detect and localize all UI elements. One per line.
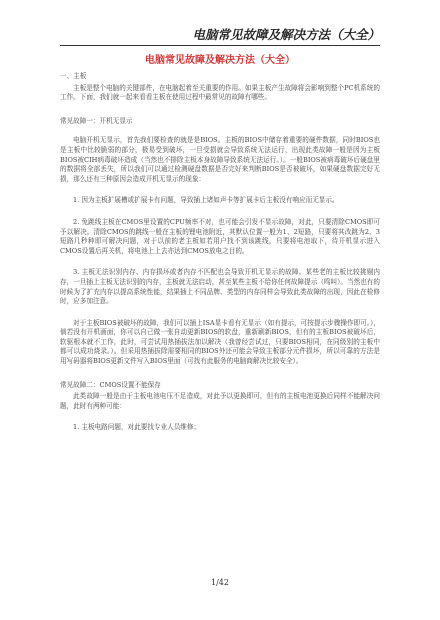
spacer: [60, 210, 380, 218]
bios-repair-paragraph: 对于主板BIOS被破坏的故障，我们可以插上ISA显卡看有无显示（如有提示，可按提示步骤操作即可。），倘若没有开机画面，你可以自己做一张自动更新BIOS的软盘，重新刷新BIOS，但有的主板BIOS被破坏后，软驱根本就不工作，此时，可尝试用热插拔法加以解决（我曾经尝试过，只要BIOS相同，在同级别的主板中都可以成功烧录。）。但采用热插拔除需要相同的BIOS外还可能会导致主板部分元件损坏，所以可靠的方法是用写码器将BIOS更新文件写入BIOS里面（可找有此服务的电脑商解决比较安全）。: [60, 318, 380, 366]
watermark-mark: [118, 524, 148, 549]
fault2-paragraph: 此类故障一般是由于主板电池电压不足造成，对此予以更换即可，但有的主板电池更换后同样不能解决问题，此时有两种可能：: [60, 392, 380, 410]
watermark-mark: [258, 524, 288, 549]
spacer: [60, 371, 380, 379]
spacer: [60, 311, 380, 319]
spacer: [60, 107, 380, 115]
document-title: 电脑常见故障及解决方法（大全）: [145, 55, 295, 66]
fault2-item-1: 1. 主板电路问题，对此要找专业人员维修；: [73, 423, 201, 432]
fault1-item-1: 1. 因为主板扩展槽或扩展卡有问题，导致插上诸如声卡等扩展卡后主板没有响应而无显示。: [73, 196, 339, 205]
intro-paragraph: 主板是整个电脑的关键部件，在电脑起着至关重要的作用。如果主板产生故障将会影响到整个PC机系统的工作。下面，我们就一起来看看主板在使用过程中最常见的故障有哪些。: [60, 83, 380, 102]
fault1-heading: 常见故障一：开机无显示: [60, 116, 133, 125]
document-body: [60, 54, 380, 437]
fault1-item-2: 2. 免跳线主板在CMOS里设置的CPU频率不对，也可能会引发不显示故障，对此，只要清除CMOS即可予以解决。清除CMOS的跳线一般在主板的锂电池附近，其默认位置一般为1、2短路，只要将其改跳为2、3短路几秒种即可解决问题，对于以前的老主板如若用户找不到该跳线，只要将电池取下，待开机显示进入CMOS设置后再关机，将电池上上去亦达到CMOS放电之目的。: [60, 217, 380, 255]
page-number: 1/42: [211, 578, 229, 587]
section-heading-mainboard: 一、主板: [60, 72, 87, 80]
header-divider: [60, 45, 380, 46]
fault2-heading: 常见故障二：CMOS设置不能保存: [60, 380, 161, 389]
fault1-item-3: 3. 主板无法识别内存、内存损坏或者内存不匹配也会导致开机无显示的故障。某些老的主板比较挑剔内存，一旦插上主板无法识别的内存，主板就无法启动，甚至某些主板不给你任何故障提示（鸣叫）。当然也有的时候为了扩充内存以提高系统性能，结果插上不同品牌、类型的内存同样会导致此类故障的出现，因此在检修时，应多加注意。: [60, 268, 380, 306]
page-header-title: 电脑常见故障及解决方法（大全）: [192, 27, 380, 42]
fault1-paragraph: 电脑开机无显示，首先我们要检查的就是是BIOS。主板的BIOS中储存着重要的硬件数据，同时BIOS也是主板中比较脆弱的部分，极易受到破坏，一旦受损就会导致系统无法运行，出现此类故障一般是因为主板BIOS被CIH病毒破坏造成（当然也不排除主板本身故障导致系统无法运行。）。一般BIOS被病毒破坏后硬盘里的数据将全部丢失，所以我们可以通过检测硬盘数据是否完好来判断BIOS是否被破坏，如果硬盘数据完好无损，那么还有三种原因会造成开机无显示的现象：: [60, 136, 380, 183]
